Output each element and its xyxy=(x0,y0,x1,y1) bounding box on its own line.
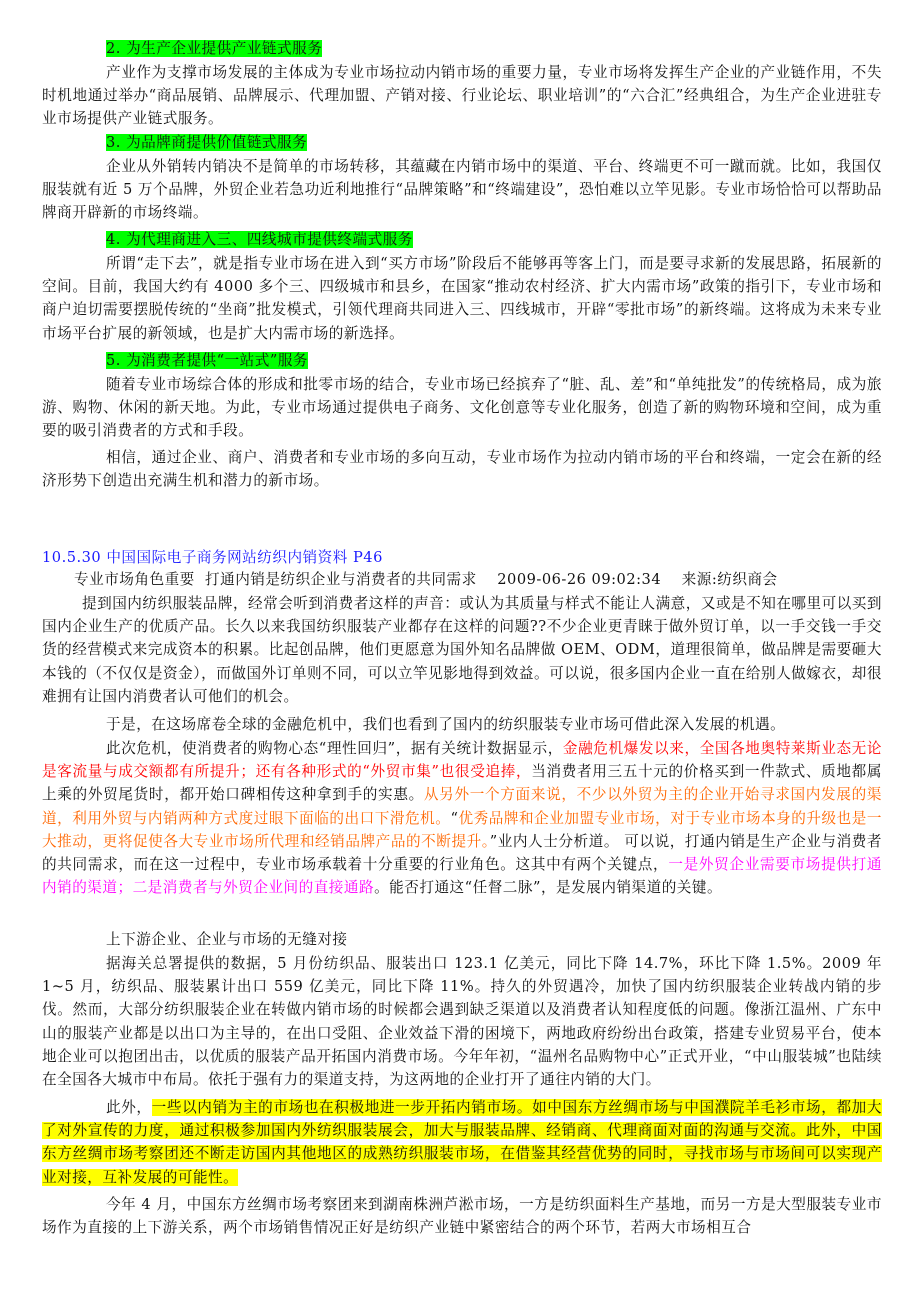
paragraph-terminal-service: 所谓“走下去”，就是指专业市场在进入到“买方市场”阶段后不能够再等客上门，而是要寻求新的发展思路，拓展新的空间。目前，我国大约有 4000 多个三、四级城市和县乡，在国家“推动农村经济、扩大内需市场”政策的指引下，专业市场和商户迫切需要摆脱传统的“坐商”批发模式，引领代理商共同进入三、四线城市，开辟“零批市场”的新终端。这将成为未来专业市场平台扩展的新领域，也是扩大内需市场的新选择。 xyxy=(42,255,882,342)
heading-2: 2. 为生产企业提供产业链式服务 xyxy=(106,40,323,57)
highlight-yellow-text: 一些以内销为主的市场也在积极地进一步开拓内销市场。如中国东方丝绸市场与中国濮院羊毛衫市场，都加大了对外宣传的力度，通过积极参加国内外纺织服装展会，加大与服装品牌、经销商、代理商面对面的沟通与交流。此外，中国东方丝绸市场考察团还不断走访国内其他地区的成熟纺织服装市场，在借鉴其经营优势的同时，寻找市场与市场间可以实现产业对接，互补发展的可能性。 xyxy=(42,1099,882,1186)
article-paragraph-6: 今年 4 月，中国东方丝绸市场考察团来到湖南株洲芦淞市场，一方是纺织面料生产基地，而另一方是大型服装专业市场作为直接的上下游关系，两个市场销售情况正好是纺织产业链中紧密结合的两个环节，若两大市场相互合 xyxy=(42,1196,882,1237)
paragraph-one-stop: 随着专业市场综合体的形成和批零市场的结合，专业市场已经摈弃了“脏、乱、差”和“单纯批发”的传统格局，成为旅游、购物、休闲的新天地。为此，专业市场通过提供电子商务、文化创意等专业化服务，创造了新的购物环境和空间，成为重要的吸引消费者的方式和手段。 xyxy=(42,376,882,440)
heading-3: 3. 为品牌商提供价值链式服务 xyxy=(106,134,308,151)
paragraph-conclusion: 相信，通过企业、商户、消费者和专业市场的多向互动，专业市场作为拉动内销市场的平台和终端，一定会在新的经济形势下创造出充满生机和潜力的新市场。 xyxy=(42,449,882,490)
article-title-line: 专业市场角色重要 打通内销是纺织企业与消费者的共同需求 2009-06-26 09:02:34 来源:纺织商会 xyxy=(74,571,778,588)
article-subheading: 上下游企业、企业与市场的无缝对接 xyxy=(106,931,348,948)
paragraph-industry-chain: 产业作为支撑市场发展的主体成为专业市场拉动内销市场的重要力量，专业市场将发挥生产企业的产业链作用，不失时机地通过举办“商品展销、品牌展示、代理加盟、产销对接、行业论坛、职业培训”的“六合汇”经典组合，为生产企业进驻专业市场提供产业链式服务。 xyxy=(42,64,882,128)
paragraph-brand-value: 企业从外销转内销决不是简单的市场转移，其蕴藏在内销市场中的渠道、平台、终端更不可一蹴而就。比如，我国仅服装就有近 5 万个品牌，外贸企业若急功近利地推行“品牌策略”和“终端建设”，恐怕难以立竿见影。专业市场恰恰可以帮助品牌商开辟新的市场终端。 xyxy=(42,158,882,222)
heading-5: 5. 为消费者提供“一站式”服务 xyxy=(106,352,309,369)
article-paragraph-4: 据海关总署提供的数据，5 月份纺织品、服装出口 123.1 亿美元，同比下降 14.7%，环比下降 1.5%。2009 年 1~5 月，纺织品、服装累计出口 559 亿美元，同比下降 11%。持久的外贸遇冷，加快了国内纺织服装企业转战内销的步伐。然而，大部分纺织服装企业在转做内销市场的时候都会遇到缺乏渠道以及消费者认知程度低的问题。像浙江温州、广东中山的服装产业都是以出口为主导的，在出口受阻、企业效益下滑的困境下，两地政府纷纷出台政策，搭建专业贸易平台，使本地企业可以抱团出击，以优质的服装产品开拓国内消费市场。今年年初，“温州名品购物中心”正式开业，“中山服装城”也陆续在全国各大城市中布局。依托于强有力的渠道支持，为这两地的企业打开了通往内销的大门。 xyxy=(42,955,882,1089)
highlight-red-text: 金融危机爆发以来，全国各地奥特莱斯业态无论是客流量与成交额都有所提升；还有各种形式的“外贸市集”也很受追捧， xyxy=(42,740,882,781)
highlight-orange-text: 从另外一个方面来说，不少以外贸为主的企业开始寻求国内发展的渠道，利用外贸与内销两种方式度过眼下面临的出口下滑危机。 xyxy=(42,786,882,827)
heading-4: 4. 为代理商进入三、四线城市提供终端式服务 xyxy=(106,231,413,248)
section-reference: 10.5.30 中国国际电子商务网站纺织内销资料 P46 xyxy=(42,549,383,566)
article-paragraph-1: 提到国内纺织服装品牌，经常会听到消费者这样的声音：或认为其质量与样式不能让人满意，又或是不知在哪里可以买到国内企业生产的优质产品。长久以来我国纺织服装产业都存在这样的问题??不少企业更青睐于做外贸订单，以一手交钱一手交货的经营模式来完成资本的积累。比起创品牌，他们更愿意为国外知名品牌做 OEM、ODM，道理很简单，做品牌是需要砸大本钱的（不仅仅是资金），而做国外订单则不同，可以立竿见影地得到效益。可以说，很多国内企业一直在给别人做嫁衣，却很难拥有让国内消费者认可他们的机会。 xyxy=(42,595,882,705)
article-paragraph-2: 于是，在这场席卷全球的金融危机中，我们也看到了国内的纺织服装专业市场可借此深入发展的机遇。 xyxy=(106,716,786,733)
article-paragraph-5: 此外，一些以内销为主的市场也在积极地进一步开拓内销市场。如中国东方丝绸市场与中国濮院羊毛衫市场，都加大了对外宣传的力度，通过积极参加国内外纺织服装展会，加大与服装品牌、经销商、代理商面对面的沟通与交流。此外，中国东方丝绸市场考察团还不断走访国内其他地区的成熟纺织服装市场，在借鉴其经营优势的同时，寻找市场与市场间可以实现产业对接，互补发展的可能性。 xyxy=(42,1099,882,1186)
highlight-magenta-text: 一是外贸企业需要市场提供打通内销的渠道；二是消费者与外贸企业间的直接通路 xyxy=(42,856,882,897)
article-paragraph-3: 此次危机，使消费者的购物心态“理性回归”，据有关统计数据显示，金融危机爆发以来，全国各地奥特莱斯业态无论是客流量与成交额都有所提升；还有各种形式的“外贸市集”也很受追捧，当消费者用三五十元的价格买到一件款式、质地都属上乘的外贸尾货时，都开始口碑相传这种拿到手的实惠。从另外一个方面来说，不少以外贸为主的企业开始寻求国内发展的渠道，利用外贸与内销两种方式度过眼下面临的出口下滑危机。“优秀品牌和企业加盟专业市场，对于专业市场本身的升级也是一大推动，更将促使各大专业市场所代理和经销品牌产品的不断提升。”业内人士分析道。 可以说，打通内销是生产企业与消费者的共同需求，而在这一过程中，专业市场承载着十分重要的行业角色。这其中有两个关键点，一是外贸企业需要市场提供打通内销的渠道；二是消费者与外贸企业间的直接通路。能否打通这“任督二脉”，是发展内销渠道的关键。 xyxy=(42,740,883,897)
highlight-orange-quote: 优秀品牌和企业加盟专业市场，对于专业市场本身的升级也是一大推动，更将促使各大专业市场所代理和经销品牌产品的不断提升。 xyxy=(42,809,882,850)
